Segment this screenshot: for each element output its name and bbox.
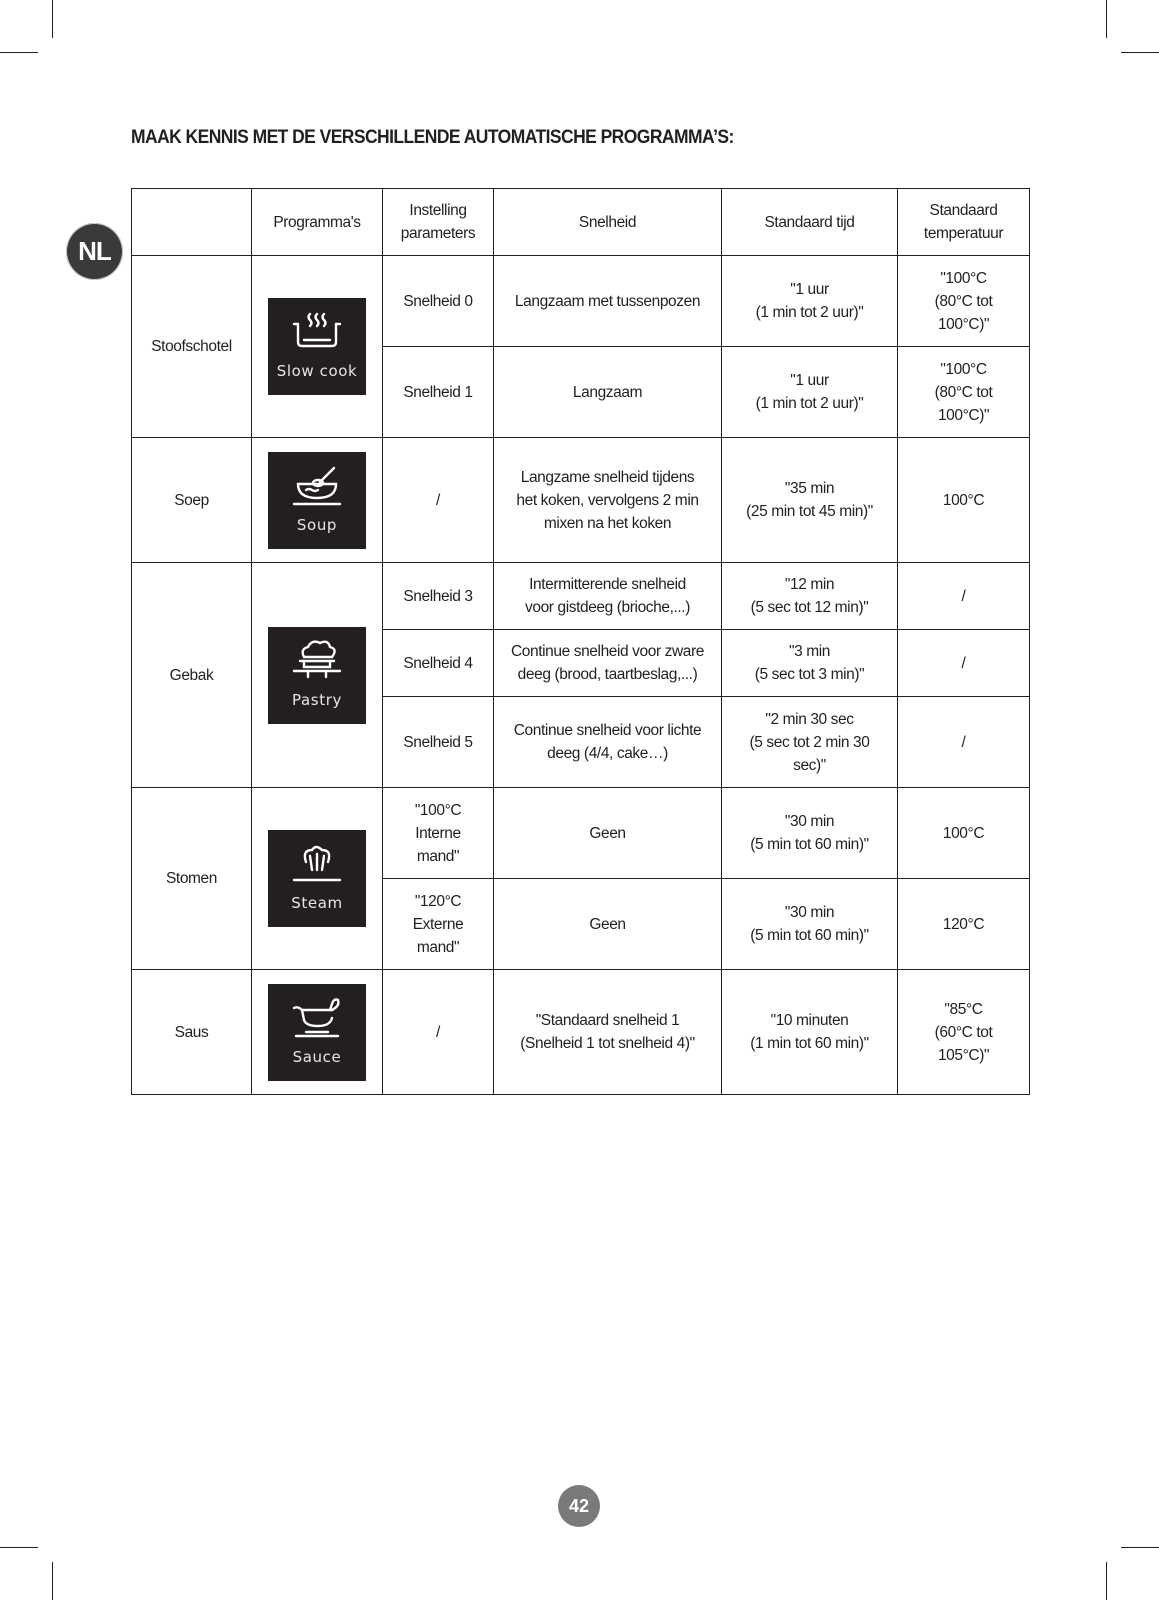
temperature-cell: "100°C (80°C tot 100°C)": [898, 347, 1030, 438]
header-row: [132, 189, 1030, 256]
speed-cell: Geen: [494, 879, 722, 970]
setting-cell: Snelheid 1: [383, 347, 494, 438]
time-cell: "30 min (5 min tot 60 min)": [722, 879, 898, 970]
speed-cell: Intermitterende snelheid voor gistdeeg (brioche,...): [494, 563, 722, 630]
header-cell-speed: Snelheid: [494, 189, 722, 256]
temperature-cell: /: [898, 630, 1030, 697]
time-cell: "30 min (5 min tot 60 min)": [722, 788, 898, 879]
slow-cook-icon: [268, 298, 366, 395]
time-cell: "1 uur (1 min tot 2 uur)": [722, 256, 898, 347]
temperature-cell: "100°C (80°C tot 100°C)": [898, 256, 1030, 347]
table-row: [132, 438, 1030, 563]
crop-mark: [1121, 52, 1159, 53]
temperature-cell: /: [898, 697, 1030, 788]
program-icon-cell: [252, 256, 383, 438]
table-row: [132, 256, 1030, 347]
header-cell-empty: [132, 189, 252, 256]
header-cell-time: Standaard tijd: [722, 189, 898, 256]
programs-table: [131, 188, 1030, 1095]
icon-label: Sauce: [292, 1047, 342, 1066]
page-number: 42: [558, 1485, 600, 1527]
program-name: Stoofschotel: [132, 256, 252, 438]
crop-mark: [1121, 1547, 1159, 1548]
setting-cell: Snelheid 4: [383, 630, 494, 697]
temperature-cell: 100°C: [898, 788, 1030, 879]
setting-cell: "120°C Externe mand": [383, 879, 494, 970]
program-name: Saus: [132, 970, 252, 1095]
crop-mark: [0, 1547, 38, 1548]
temperature-cell: 120°C: [898, 879, 1030, 970]
speed-cell: "Standaard snelheid 1 (Snelheid 1 tot snelheid 4)": [494, 970, 722, 1095]
time-cell: "12 min (5 sec tot 12 min)": [722, 563, 898, 630]
icon-label: Soup: [296, 515, 338, 534]
table-row: [132, 970, 1030, 1095]
crop-mark: [52, 0, 53, 38]
steam-icon: [268, 830, 366, 927]
time-cell: "2 min 30 sec (5 sec tot 2 min 30 sec)": [722, 697, 898, 788]
icon-label: Slow cook: [276, 362, 358, 380]
header-cell-programs: Programma's: [252, 189, 383, 256]
program-icon-cell: [252, 970, 383, 1095]
setting-cell: /: [383, 438, 494, 563]
crop-mark: [0, 52, 38, 53]
sauce-icon: [268, 984, 366, 1081]
program-icon-cell: [252, 788, 383, 970]
program-name: Soep: [132, 438, 252, 563]
setting-cell: Snelheid 0: [383, 256, 494, 347]
icon-label: Pastry: [292, 690, 342, 709]
program-name: Gebak: [132, 563, 252, 788]
table-row: [132, 788, 1030, 879]
soup-icon: [268, 452, 366, 549]
table-row: [132, 563, 1030, 630]
speed-cell: Continue snelheid voor lichte deeg (4/4, cake…): [494, 697, 722, 788]
program-icon-cell: [252, 563, 383, 788]
speed-cell: Langzame snelheid tijdens het koken, vervolgens 2 min mixen na het koken: [494, 438, 722, 563]
temperature-cell: "85°C (60°C tot 105°C)": [898, 970, 1030, 1095]
setting-cell: Snelheid 3: [383, 563, 494, 630]
program-name: Stomen: [132, 788, 252, 970]
crop-mark: [1106, 1562, 1107, 1600]
language-badge: NL: [66, 223, 123, 280]
time-cell: "10 minuten (1 min tot 60 min)": [722, 970, 898, 1095]
setting-cell: "100°C Interne mand": [383, 788, 494, 879]
time-cell: "35 min (25 min tot 45 min)": [722, 438, 898, 563]
crop-mark: [52, 1562, 53, 1600]
temperature-cell: 100°C: [898, 438, 1030, 563]
page-title: MAAK KENNIS MET DE VERSCHILLENDE AUTOMATISCHE PROGRAMMA’S:: [131, 127, 734, 148]
header-cell-settings: Instelling parameters: [383, 189, 494, 256]
icon-label: Steam: [291, 894, 343, 912]
speed-cell: Langzaam: [494, 347, 722, 438]
pastry-icon: [268, 627, 366, 724]
temperature-cell: /: [898, 563, 1030, 630]
setting-cell: Snelheid 5: [383, 697, 494, 788]
speed-cell: Langzaam met tussenpozen: [494, 256, 722, 347]
header-cell-temperature: Standaard temperatuur: [898, 189, 1030, 256]
speed-cell: Geen: [494, 788, 722, 879]
time-cell: "1 uur (1 min tot 2 uur)": [722, 347, 898, 438]
speed-cell: Continue snelheid voor zware deeg (brood, taartbeslag,...): [494, 630, 722, 697]
crop-mark: [1106, 0, 1107, 38]
program-icon-cell: [252, 438, 383, 563]
setting-cell: /: [383, 970, 494, 1095]
time-cell: "3 min (5 sec tot 3 min)": [722, 630, 898, 697]
